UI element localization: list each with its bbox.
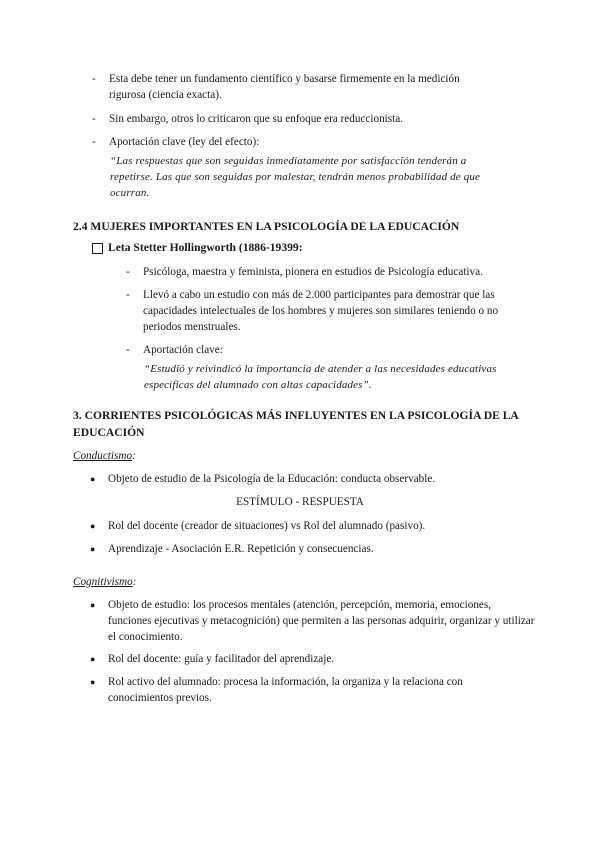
list-item-text: Llevó a cabo un estudio con más de 2.000 participantes para demostrar que las capacidades intelectuales de los hombres y mujeres son similares teniendo o no periodos menstruales. (143, 289, 499, 333)
list-item-text: Aprendizaje - Asociación E.R. Repetición y consecuencias. (108, 543, 374, 555)
section-3-heading: 3. CORRIENTES PSICOLÓGICAS MÁS INFLUYENTES EN LA PSICOLOGÍA DE LA EDUCACIÓN (73, 409, 519, 439)
conductismo-title: Conductismo (73, 450, 133, 462)
cognitivismo-label (73, 574, 136, 590)
bullet-icon: ● (90, 677, 96, 687)
dash-marker: - (126, 289, 130, 301)
stimulus-response-label: ESTÍMULO - RESPUESTA (236, 496, 364, 508)
dash-marker: - (92, 136, 96, 148)
cognitivismo-title: Cognitivismo (73, 576, 133, 588)
colon: : (132, 450, 136, 462)
list-item-text: Sin embargo, otros lo criticaron que su enfoque era reduccionista. (109, 113, 403, 125)
list-item-text: Aportación clave: (143, 344, 223, 356)
conductismo-label (73, 448, 136, 464)
list-item-text: Objeto de estudio: los procesos mentales (atención, percepción, memoria, emociones, funciones ejecutivas y metacognición) que permiten a las personas adquirir, organizar y utilizar el conocimiento. (108, 599, 535, 643)
list-item-text: Rol del docente: guía y facilitador del aprendizaje. (108, 653, 335, 665)
law-of-effect-quote: “Las respuestas que son seguidas inmediatamente por satisfacción tenderán a repetirse. Las que son seguidas por malestar, tendrán menos probabilidad de que ocurran. (110, 155, 481, 199)
colon: : (132, 576, 137, 588)
person-name: Leta Stetter Hollingworth (1886-19399: (108, 241, 303, 254)
bullet-icon: ● (90, 654, 96, 664)
dash-marker: - (126, 344, 130, 356)
dash-marker: - (92, 113, 96, 125)
section-2-4-heading: 2.4 MUJERES IMPORTANTES EN LA PSICOLOGÍA DE LA EDUCACIÓN (73, 220, 460, 233)
list-item-text: Aportación clave (ley del efecto): (109, 136, 260, 148)
bullet-icon: ● (90, 544, 96, 554)
list-item-text: Esta debe tener un fundamento científico y basarse firmemente en la medición rigurosa (ciencia exacta). (109, 73, 460, 101)
checkbox-icon (92, 243, 103, 254)
list-item-text: Psicóloga, maestra y feminista, pionera en estudios de Psicología educativa. (143, 266, 483, 278)
list-item-text: Rol del docente (creador de situaciones) vs Rol del alumnado (pasivo). (108, 520, 426, 532)
dash-marker: - (92, 73, 96, 85)
list-item-text: Objeto de estudio de la Psicología de la Educación: conducta observable. (108, 473, 436, 485)
bullet-icon: ● (90, 521, 96, 531)
key-contribution-quote: “Estudió y reivindicó la importancia de atender a las necesidades educativas específicas del alumnado con altas capacidades”. (144, 363, 497, 391)
list-item-text: Rol activo del alumnado: procesa la información, la organiza y la relaciona con conocimientos previos. (108, 676, 463, 704)
dash-marker: - (126, 266, 130, 278)
bullet-icon: ● (90, 600, 96, 610)
bullet-icon: ● (90, 474, 96, 484)
